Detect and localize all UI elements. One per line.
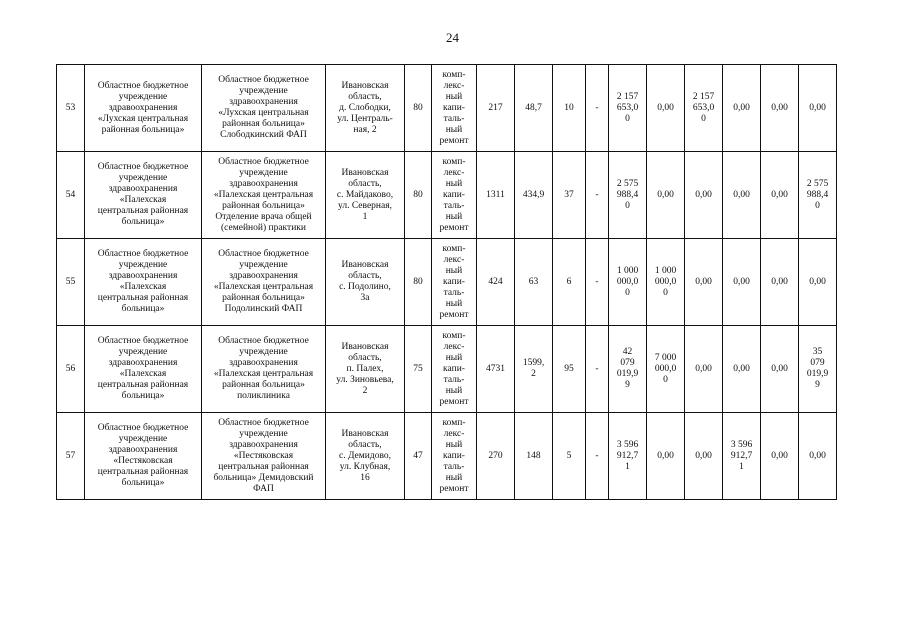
year-4-cost-cell-text: 0,00 (771, 450, 788, 461)
year-5-cost-cell-text: 0,00 (809, 102, 826, 113)
capacity-cell (477, 152, 515, 239)
facility-cell-text: Областное бюджетное учреждение здравоохранения «Лухская центральная районная больница» Слободкинский ФАП (218, 75, 309, 140)
year-4-cost-cell (761, 326, 799, 413)
total-cost-cell (609, 152, 647, 239)
year-3-cost-cell (723, 326, 761, 413)
wear-percent-cell-text: 80 (413, 102, 423, 113)
year-1-cost-cell (647, 65, 685, 152)
work-type-cell (432, 326, 477, 413)
year-1-cost-cell-text: 0,00 (657, 450, 674, 461)
dash-cell (586, 326, 609, 413)
table-row (57, 65, 837, 152)
row-number-cell-text: 55 (65, 276, 76, 287)
capacity-cell-text: 1311 (486, 189, 505, 200)
row-number-cell (57, 326, 85, 413)
area-cell (515, 413, 553, 500)
area-cell-text: 63 (528, 276, 539, 287)
capacity-cell-text: 424 (488, 276, 503, 287)
wear-percent-cell-text: 80 (413, 276, 423, 287)
dash-cell (586, 152, 609, 239)
wear-percent-cell (405, 326, 432, 413)
facility-cell (202, 239, 326, 326)
year-1-cost-cell (647, 152, 685, 239)
wear-percent-cell-text: 75 (413, 363, 423, 374)
work-type-cell-text: комп- лекс- ный капи- таль- ный ремонт (439, 330, 469, 407)
year-4-cost-cell-text: 0,00 (771, 276, 788, 287)
staff-cell-text: 10 (564, 102, 574, 113)
year-2-cost-cell-text: 0,00 (695, 450, 712, 461)
total-cost-cell-text: 2 157 653,0 0 (616, 91, 639, 124)
address-cell-text: Ивановская область, с. Майдаково, ул. Северная, 1 (336, 167, 394, 222)
year-5-cost-cell-text: 0,00 (809, 450, 826, 461)
year-1-cost-cell-text: 0,00 (657, 102, 674, 113)
year-4-cost-cell (761, 413, 799, 500)
table-row (57, 239, 837, 326)
area-cell (515, 326, 553, 413)
year-4-cost-cell (761, 152, 799, 239)
year-1-cost-cell-text: 7 000 000,0 0 (654, 352, 677, 385)
staff-cell (553, 326, 586, 413)
staff-cell (553, 152, 586, 239)
year-3-cost-cell-text: 0,00 (733, 276, 750, 287)
institution-cell-text: Областное бюджетное учреждение здравоохранения «Палехская центральная районная больница» (97, 162, 189, 227)
capacity-cell-text: 217 (488, 102, 503, 113)
total-cost-cell-text: 1 000 000,0 0 (616, 265, 639, 298)
year-2-cost-cell-text: 0,00 (695, 189, 712, 200)
row-number-cell (57, 152, 85, 239)
row-number-cell (57, 239, 85, 326)
staff-cell (553, 65, 586, 152)
facility-cell (202, 152, 326, 239)
year-3-cost-cell (723, 413, 761, 500)
staff-cell-text: 37 (564, 189, 574, 200)
area-cell (515, 152, 553, 239)
table-body (57, 65, 837, 500)
dash-cell-text: - (595, 102, 599, 113)
total-cost-cell-text: 42 079 019,9 9 (616, 347, 639, 390)
row-number-cell-text: 57 (65, 450, 76, 461)
year-5-cost-cell-text: 0,00 (809, 276, 826, 287)
year-3-cost-cell-text: 3 596 912,7 1 (730, 439, 753, 472)
work-type-cell-text: комп- лекс- ный капи- таль- ный ремонт (439, 69, 469, 146)
year-1-cost-cell (647, 239, 685, 326)
capacity-cell (477, 326, 515, 413)
year-2-cost-cell-text: 2 157 653,0 0 (692, 91, 715, 124)
institution-cell (85, 326, 202, 413)
year-4-cost-cell (761, 65, 799, 152)
work-type-cell-text: комп- лекс- ный капи- таль- ный ремонт (439, 243, 469, 320)
work-type-cell (432, 65, 477, 152)
data-table (56, 64, 837, 500)
institution-cell (85, 152, 202, 239)
row-number-cell-text: 54 (65, 189, 76, 200)
total-cost-cell (609, 326, 647, 413)
row-number-cell (57, 65, 85, 152)
wear-percent-cell (405, 239, 432, 326)
year-3-cost-cell-text: 0,00 (733, 363, 750, 374)
year-1-cost-cell (647, 326, 685, 413)
institution-cell (85, 413, 202, 500)
dash-cell-text: - (595, 450, 599, 461)
institution-cell-text: Областное бюджетное учреждение здравоохранения «Палехская центральная районная больница» (97, 249, 189, 314)
facility-cell-text: Областное бюджетное учреждение здравоохранения «Палехская центральная районная больница» Отделение врача общей (семейной) практики (213, 156, 314, 233)
work-type-cell (432, 239, 477, 326)
institution-cell-text: Областное бюджетное учреждение здравоохранения «Палехская центральная районная больница» (97, 336, 189, 401)
address-cell (326, 65, 405, 152)
area-cell (515, 239, 553, 326)
year-2-cost-cell-text: 0,00 (695, 276, 712, 287)
area-cell-text: 48,7 (525, 102, 542, 113)
work-type-cell-text: комп- лекс- ный капи- таль- ный ремонт (439, 417, 469, 494)
wear-percent-cell (405, 413, 432, 500)
work-type-cell-text: комп- лекс- ный капи- таль- ный ремонт (439, 156, 469, 233)
facility-cell-text: Областное бюджетное учреждение здравоохранения «Пестяковская центральная районная больница» Демидовский ФАП (213, 417, 314, 494)
address-cell-text: Ивановская область, п. Палех, ул. Зиновьева, 2 (336, 341, 394, 396)
dash-cell-text: - (595, 363, 599, 374)
address-cell (326, 326, 405, 413)
row-number-cell (57, 413, 85, 500)
wear-percent-cell (405, 65, 432, 152)
year-5-cost-cell (799, 413, 837, 500)
facility-cell (202, 413, 326, 500)
year-2-cost-cell (685, 239, 723, 326)
staff-cell (553, 413, 586, 500)
dash-cell (586, 413, 609, 500)
address-cell-text: Ивановская область, д. Слободки, ул. Централь- ная, 2 (337, 80, 393, 135)
year-2-cost-cell-text: 0,00 (695, 363, 712, 374)
row-number-cell-text: 56 (65, 363, 76, 374)
staff-cell (553, 239, 586, 326)
address-cell (326, 239, 405, 326)
year-4-cost-cell-text: 0,00 (771, 363, 788, 374)
table-row (57, 326, 837, 413)
year-5-cost-cell (799, 239, 837, 326)
year-2-cost-cell (685, 413, 723, 500)
capacity-cell-text: 270 (488, 450, 503, 461)
address-cell (326, 413, 405, 500)
facility-cell-text: Областное бюджетное учреждение здравоохранения «Палехская центральная районная больница» поликлиника (213, 336, 314, 401)
year-2-cost-cell (685, 65, 723, 152)
dash-cell-text: - (595, 189, 599, 200)
year-5-cost-cell (799, 326, 837, 413)
total-cost-cell (609, 413, 647, 500)
institution-cell-text: Областное бюджетное учреждение здравоохранения «Пестяковская центральная районная больница» (97, 423, 189, 488)
area-cell-text: 1599, 2 (522, 358, 545, 379)
year-5-cost-cell (799, 152, 837, 239)
year-3-cost-cell-text: 0,00 (733, 102, 750, 113)
facility-cell (202, 65, 326, 152)
facility-cell (202, 326, 326, 413)
total-cost-cell (609, 239, 647, 326)
staff-cell-text: 6 (566, 276, 572, 287)
wear-percent-cell (405, 152, 432, 239)
staff-cell-text: 95 (564, 363, 574, 374)
page-number: 24 (446, 30, 459, 45)
year-3-cost-cell (723, 239, 761, 326)
wear-percent-cell-text: 80 (413, 189, 423, 200)
institution-cell-text: Областное бюджетное учреждение здравоохранения «Лухская центральная районная больница» (97, 80, 189, 135)
facility-cell-text: Областное бюджетное учреждение здравоохранения «Палехская центральная районная больница» Подолинский ФАП (213, 249, 314, 314)
year-3-cost-cell (723, 152, 761, 239)
institution-cell (85, 65, 202, 152)
year-4-cost-cell-text: 0,00 (771, 189, 788, 200)
work-type-cell (432, 413, 477, 500)
year-2-cost-cell (685, 326, 723, 413)
capacity-cell (477, 65, 515, 152)
work-type-cell (432, 152, 477, 239)
wear-percent-cell-text: 47 (413, 450, 423, 461)
year-4-cost-cell-text: 0,00 (771, 102, 788, 113)
capacity-cell (477, 413, 515, 500)
area-cell-text: 148 (526, 450, 541, 461)
year-5-cost-cell (799, 65, 837, 152)
total-cost-cell (609, 65, 647, 152)
address-cell (326, 152, 405, 239)
dash-cell (586, 239, 609, 326)
address-cell-text: Ивановская область, с. Демидово, ул. Клубная, 16 (338, 428, 391, 483)
institution-cell (85, 239, 202, 326)
area-cell (515, 65, 553, 152)
table-row (57, 413, 837, 500)
staff-cell-text: 5 (566, 450, 572, 461)
year-1-cost-cell (647, 413, 685, 500)
dash-cell (586, 65, 609, 152)
year-1-cost-cell-text: 1 000 000,0 0 (654, 265, 677, 298)
year-4-cost-cell (761, 239, 799, 326)
year-1-cost-cell-text: 0,00 (657, 189, 674, 200)
row-number-cell-text: 53 (65, 102, 76, 113)
total-cost-cell-text: 3 596 912,7 1 (616, 439, 639, 472)
capacity-cell (477, 239, 515, 326)
area-cell-text: 434,9 (522, 189, 545, 200)
dash-cell-text: - (595, 276, 599, 287)
year-3-cost-cell (723, 65, 761, 152)
year-3-cost-cell-text: 0,00 (733, 189, 750, 200)
year-2-cost-cell (685, 152, 723, 239)
total-cost-cell-text: 2 575 988,4 0 (616, 178, 639, 211)
capacity-cell-text: 4731 (486, 363, 505, 374)
address-cell-text: Ивановская область, с. Подолино, 3а (339, 260, 391, 303)
table-row (57, 152, 837, 239)
year-5-cost-cell-text: 2 575 988,4 0 (806, 178, 829, 211)
year-5-cost-cell-text: 35 079 019,9 9 (806, 347, 829, 390)
